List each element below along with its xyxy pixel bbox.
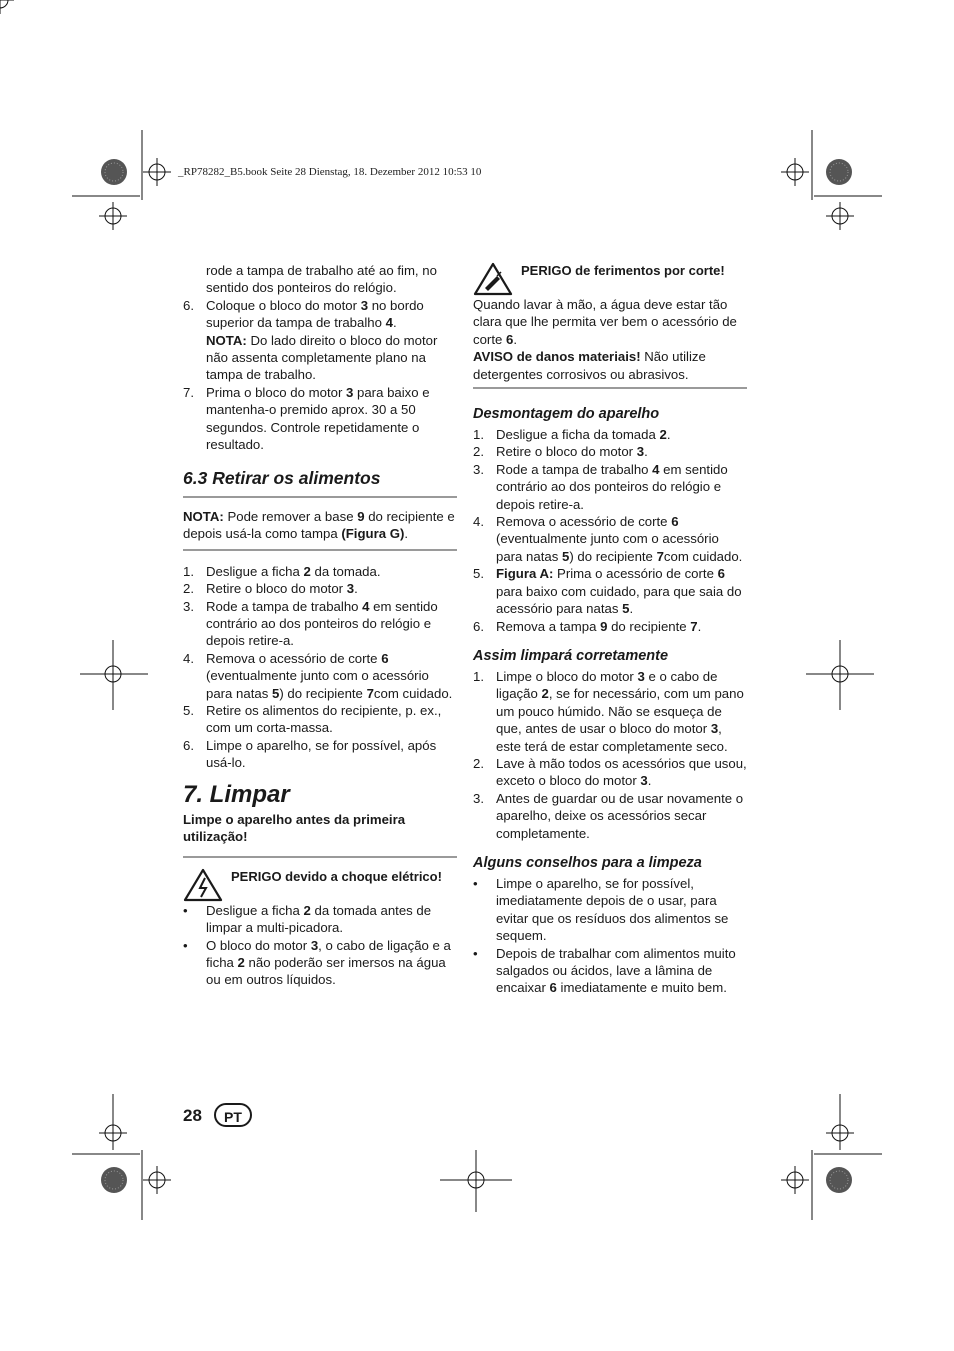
right-column xyxy=(473,262,747,997)
divider xyxy=(183,549,457,551)
section-heading: 6.3 Retirar os alimentos xyxy=(183,468,381,489)
bullet-item: • Limpe o aparelho, se for possível, imediatamente depois de o usar, para evitar que os resíduos dos alimentos se sequem. xyxy=(473,875,729,944)
cut-warning-icon xyxy=(473,262,513,296)
list-item: 3. Rode a tampa de trabalho 4 em sentido contrário ao dos ponteiros do relógio e depois retire-a. xyxy=(183,598,438,649)
chapter-heading: 7. Limpar xyxy=(183,780,290,808)
list-item: 4. Remova o acessório de corte 6 (eventualmente junto com o acessório para natas 5) do recipiente 7com cuidado. xyxy=(183,650,453,701)
list-item: 6. Remova a tampa 9 do recipiente 7. xyxy=(473,618,702,634)
bullet-item: • Desligue a ficha 2 da tomada antes de limpar a multi-picadora. xyxy=(183,902,432,936)
bullet-item: • O bloco do motor 3, o cabo de ligação e a ficha 2 não poderão ser imersos na água ou em outros líquidos. xyxy=(183,937,451,988)
list-item: 1. Limpe o bloco do motor 3 e o cabo de ligação 2, se for necessário, com um pano um pouco húmido. Não se esqueça de que, antes de usar o bloco do motor 3, este terá de estar completamente seco. xyxy=(473,668,744,754)
aviso-paragraph: AVISO de danos materiais! Não utilize detergentes corrosivos ou abrasivos. xyxy=(473,349,706,382)
list-item: 4. Remova o acessório de corte 6 (eventualmente junto com o acessório para natas 5) do recipiente 7com cuidado. xyxy=(473,514,743,564)
section-heading: Alguns conselhos para a limpeza xyxy=(473,854,702,871)
warning-electric: PERIGO devido a choque elétrico! xyxy=(183,868,457,902)
list-item: 3. Antes de guardar ou de usar novamente o aparelho, deixe os acessórios secar completamente. xyxy=(473,790,744,841)
section-heading: Assim limpará corretamente xyxy=(473,647,669,664)
electric-warning-icon xyxy=(183,868,223,902)
tips-list xyxy=(473,875,747,997)
page-number: 28 xyxy=(183,1106,202,1125)
list-item: 1. Desligue a ficha da tomada 2. xyxy=(473,427,671,443)
list-item xyxy=(183,262,457,297)
print-info-header: _RP78282_B5.book Seite 28 Dienstag, 18. Dezember 2012 10:53 10 xyxy=(178,166,482,178)
divider xyxy=(473,387,747,389)
section-heading: Desmontagem do aparelho xyxy=(473,406,660,423)
left-column xyxy=(183,262,457,989)
list-item: 2. Lave à mão todos os acessórios que usou, exceto o bloco do motor 3. xyxy=(473,755,747,789)
warning-cut: PERIGO de ferimentos por corte! xyxy=(473,262,747,296)
list-item: 2. Retire o bloco do motor 3. xyxy=(183,581,358,597)
list-item: 7. Prima o bloco do motor 3 para baixo e mantenha-o premido aprox. 30 a 50 segundos. Controle repetidamente o resultado. xyxy=(183,384,430,453)
electric-bullets xyxy=(183,902,457,989)
retirar-list xyxy=(183,563,457,772)
note-paragraph: NOTA: Pode remover a base 9 do recipiente e depois usá-la como tampa (Figura G). xyxy=(183,508,455,542)
divider xyxy=(183,496,457,498)
step-continuation: rode a tampa de trabalho até ao fim, no sentido dos ponteiros do relógio. xyxy=(206,263,437,296)
divider xyxy=(183,856,457,858)
disassembly-list xyxy=(473,426,747,635)
list-item: 5. Figura A: Prima o acessório de corte 6 para baixo com cuidado, para que saia do acessório para natas 5. xyxy=(473,566,742,617)
wash-paragraph: Quando lavar à mão, a água deve estar tão clara que lhe permita ver bem o acessório de corte 6. xyxy=(473,297,737,347)
bullet-item: • Depois de trabalhar com alimentos muito salgados ou ácidos, lave a lâmina de encaixar 6 imediatamente e muito bem. xyxy=(473,945,736,996)
list-item: 1. Desligue a ficha 2 da tomada. xyxy=(183,563,381,579)
list-item: 5. Retire os alimentos do recipiente, p. ex., com um corta-massa. xyxy=(183,702,442,736)
clean-list xyxy=(473,668,747,842)
list-item: 2. Retire o bloco do motor 3. xyxy=(473,444,648,460)
clean-first-note: Limpe o aparelho antes da primeira utilização! xyxy=(183,811,406,845)
list-item: 6. Limpe o aparelho, se for possível, após usá-lo. xyxy=(183,737,437,771)
list-item: 3. Rode a tampa de trabalho 4 em sentido contrário ao dos ponteiros do relógio e depois retire-a. xyxy=(473,461,728,512)
list-item: 6. Coloque o bloco do motor 3 no bordo superior da tampa de trabalho 4. NOTA: Do lado direito o bloco do motor não assenta completamente plano na tampa de trabalho. xyxy=(183,297,438,383)
language-badge: PT xyxy=(214,1103,252,1127)
nota-label: NOTA: xyxy=(206,332,247,348)
